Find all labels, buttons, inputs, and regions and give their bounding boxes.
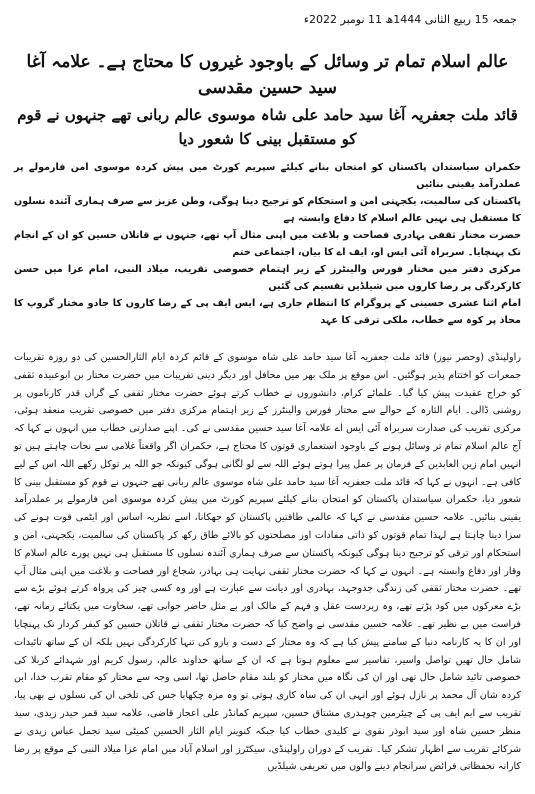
summary-line: مرکزی دفتر میں مختار فورس والینٹرز کے زیر اہتمام خصوصی تقریب، میلاد النبی، امام عزا میں حسن کارکردگی پر رضا کاروں میں شیلڈیں تقسیم کی گئیں [14, 264, 521, 292]
summary-line: حضرت مختار ثقفی بہادری فصاحت و بلاغت میں اپنی مثال آپ تھے، جنہوں نے قاتلان حسین کو ان کے انجام تک پہنچایا۔ سربراہ آئی ایس او، ایف اے کا بیان، اجتماعی ختم [14, 230, 521, 258]
summary-block [14, 159, 521, 329]
summary-line: پاکستان کی سالمیت، یکجہتی امن و استحکام کو ترجیح دینا ہوگی، وطن عزیز سے صرف ہماری آئندہ نسلوں کا مستقبل ہی نہیں عالم اسلام کا دفاع وابستہ ہے [14, 196, 521, 224]
summary-line: امام اثنا عشری حسینی کے پروگرام کا انتظام جاری ہے، ایس ایف پی کے رضا کاروں کا جادو مختار گروپ کا محاذ پر کوہ سے خطاب، ملکی ترقی کا عہد [14, 298, 521, 326]
headline: عالم اسلام تمام تر وسائل کے باوجود غیروں کا محتاج ہے۔ علامہ آغا سید حسین مقدسی [26, 52, 509, 98]
dateline: جمعہ 15 ربیع الثانی 1444ھ 11 نومبر 2022ء [303, 13, 517, 26]
article-body [14, 349, 521, 776]
summary-line: حکمران سیاستدان پاکستان کو امتحان بنانے کیلئے سپریم کورٹ میں پیش کردہ موسوی امن فارمولے پر عملدرآمد یقینی بنائیں [14, 162, 521, 190]
subheadline: قائد ملت جعفریہ آغا سید حامد علی شاہ موسوی عالم ربانی تھے جنہوں نے قوم کو مستقبل بینی کا شعور دیا [17, 106, 518, 148]
article-paragraph: راولپنڈی (وحصر نیوز) قائد ملت جعفریہ آغا سید حامد علی شاہ موسوی کے قائم کردہ ایام الثارالحسین کی دو روزہ تقریبات جمعرات کو اختتام پذیر ہوگئیں۔ اس موقع پر ملک بھر میں محافل اور دیگر دینی تقریبات میں حضرت مختار بن ابوعبیدہ ثقفی کو خراج عقیدت پیش کیا گیا۔ علمائے کرام، دانشوروں نے خطاب کرتے ہوئے حضرت مختار ثقفی کے گراں قدر کارناموں پر روشنی ڈالی۔ ایام الثارہ کے حوالے سے مختار فورس والینٹرز کے زیر اہتمام مرکزی دفتر میں خصوصی تقریب منعقد ہوئی، مرکزی تقریب کی صدارت سربراہ آئی ایس اے علامہ آغا سید حسین مقدسی نے کی۔ اپنے صدارتی خطاب میں انہوں نے کہا کہ آج عالم اسلام تمام تر وسائل ہونے کے باوجود استعماری قوتوں کا محتاج ہے، حکمران اگر واقعتاً غلامی سے نجات چاہتے ہیں تو انہیں امام زین العابدین کے فرمان پر عمل پیرا ہوتے ہوئے اللہ سے لو لگانی ہوگی کیونکہ جو اللہ پر توکل رکھے اللہ اس کے لیے کافی ہے۔ انہوں نے کہا کہ قائد ملت جعفریہ آغا سید حامد علی شاہ موسوی عالم ربانی تھے جنہوں نے قوم کو مستقبل بینی کا شعور دیا، حکمران سیاستدان پاکستان کو امتحان بنانے کیلئے سپریم کورٹ میں پیش کردہ موسوی امن فارمولے پر عملدرآمد یقینی بنائیں۔ علامہ حسین مقدسی نے کہا کہ عالمی طاقتیں پاکستان کو جھکانا، اسے نظریہ اساس اور ایٹمی قوت ہونے کی سزا دینا چاہتا ہے لہذا تمام قوتوں کو ذاتی مفادات اور مصلحتوں کو بالائے طاق رکھ کر پاکستان کی سالمیت، یکجہتی، امن و استحکام اور ترقی کو ترجیح دینا ہوگی کیونکہ پاکستان سے صرف ہماری آئندہ نسلوں کا مستقبل ہی نہیں پورے عالم اسلام کا وقار اور دفاع وابستہ ہے۔ انہوں نے کہا کہ حضرت مختار ثقفی نہایت ہی بہادر، شجاع اور فصاحت و بلاغت میں اپنی مثال آپ تھے۔ حضرت مختار ثقفی کی زندگی جدوجہد، بہادری اور دیانت سے عبارت ہے اور وہ کسی چیز کی پرواہ کرتے ہوئے بڑے سے بڑے معرکوں میں کود پڑتے تھے، وہ زبردست عقل و فہم کے مالک اور بے مثل حاضر جوابی تھے، سخاوت میں یکتائے زمانہ تھے، فراست میں بے نظیر تھے۔ علامہ حسین مقدسی نے واضح کیا کہ حضرت مختار ثقفی نے قاتلان حسین کو کیفر کردار تک پہنچایا اور ان کا یہ کارنامہ دنیا کے سامنے پیش کیا ہے کہ وہ مختار کے دست و بازو کی تنہا کارکردگی نہیں بلکہ ان کے ساتھ تائیدات شامل حال تھیں تواصل واسیر، تفاسیر سے معلوم ہوتا ہے کہ ان کے ساتھ خداوند عالم، رسول کریم اور شہدائے کربلا کی خصوصی تائید شامل حال تھی اور ان کی نگاہ میں مختار کو بلند مقام حاصل تھا، اسی وجہ سے مختار کو مقام تقرب خدا، ابن کردہ شان آل محمد پر نازل ہوئے اور انہی ان کی ساہ کاری ہوتی تو وہ مزہ چکھایا جس کی تلخی ان کی نسلوں نے بھی پیا، تقریب سے ایم ایف پی کے چیئرمین چوہدری مشتاق حسین، سپریم کمانڈر علی اعجاز قاضی، علامہ سید قمر حیدر زیدی، سید منظر حسین شاہ اور سید ابوذر نقوی نے کلیدی خطاب کیا جبکہ کنوینر ایام الثار الحسین کمیٹی سید تجمل عباس زیدی نے شرکائے تقریب سے اظہار تشکر کیا۔ تقریب کے دوران راولپنڈی، سیکٹرز اور اسلام آباد میں امام عزا میلاد النبی کے موقع پر رضا کارانہ تحفظاتی فرائض سرانجام دینے والوں میں تعریفی شیلڈیں [14, 352, 521, 773]
